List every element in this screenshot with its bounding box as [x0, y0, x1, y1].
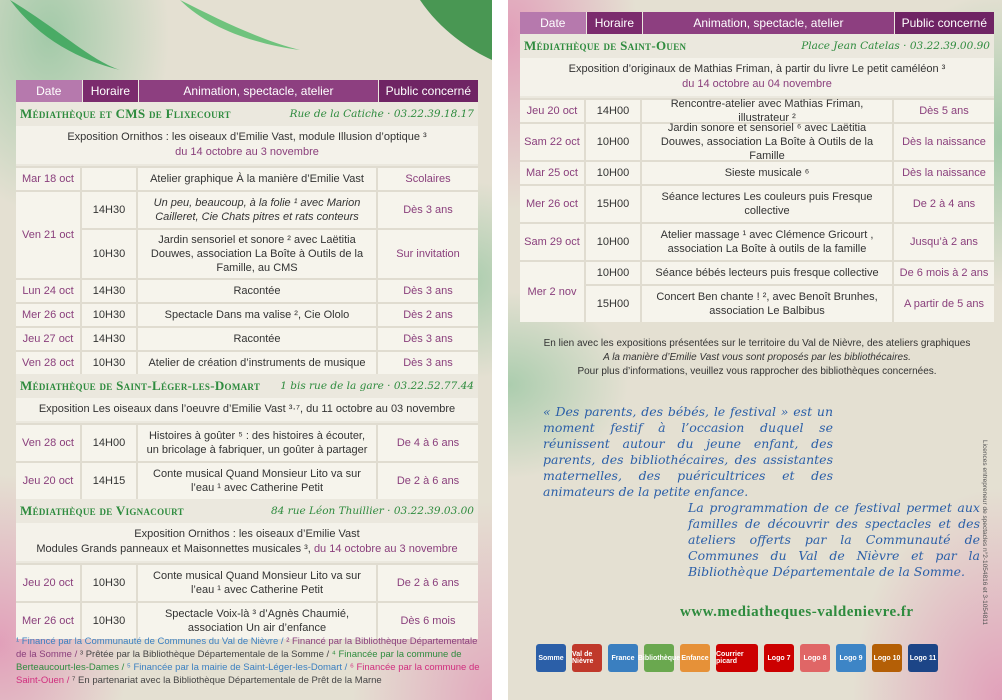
- logo-7: Logo 7: [764, 644, 794, 672]
- table-row-group: [16, 190, 478, 278]
- row-time: 14H30: [82, 280, 138, 302]
- row-time: 10H00: [586, 124, 642, 160]
- table-row: [16, 563, 478, 601]
- logo-enfance: Enfance: [680, 644, 710, 672]
- row-activity: Séance bébés lecteurs puis fresque collective: [642, 262, 894, 284]
- row-time: 14H30: [82, 192, 138, 228]
- table-row: [16, 166, 478, 190]
- logo-courrier-picard: Courrier picard: [716, 644, 758, 672]
- row-public: De 6 mois à 2 ans: [894, 262, 994, 284]
- footnote-7: ⁷ En partenariat avec la Bibliothèque Départementale de Prêt de la Marne: [71, 675, 382, 686]
- row-time: 14H30: [82, 328, 138, 350]
- footnote-4: ⁴ Financée par la commune de Berteaucourt-les-Dames /: [16, 649, 462, 673]
- row-date: Jeu 20 oct: [16, 463, 82, 499]
- row-time: 10H00: [586, 262, 642, 284]
- row-date: Jeu 20 oct: [520, 100, 586, 122]
- row-date: Sam 29 oct: [520, 224, 586, 260]
- venue-header: [16, 102, 478, 126]
- logo-9: Logo 9: [836, 644, 866, 672]
- header-animation: Animation, spectacle, atelier: [643, 12, 894, 34]
- table-row-group: [520, 260, 994, 322]
- row-time: 10H00: [586, 224, 642, 260]
- row-activity: Concert Ben chante ! ², avec Benoît Brunhes, association Le Balbibus: [642, 286, 894, 322]
- row-public: Dès 6 mois: [378, 603, 478, 639]
- footnotes: [16, 635, 482, 687]
- exhibition-dates: du 14 octobre au 04 novembre: [682, 78, 832, 90]
- table-row: [520, 222, 994, 260]
- row-date: Mer 26 oct: [520, 186, 586, 222]
- venue-name: Médiathèque de Saint-Ouen: [524, 38, 687, 53]
- row-date: Ven 28 oct: [16, 425, 82, 461]
- exhibition-modules: Modules Grands panneaux et Maisonnettes musicales ³,: [36, 543, 311, 555]
- venue-header: [16, 499, 478, 523]
- header-public: Public concerné: [379, 80, 478, 102]
- partner-logos: [536, 644, 938, 672]
- row-activity: Jardin sensoriel et sonore ² avec Laëtitia Douwes, association La Boîte à Outils de la Famille, au CMS: [138, 230, 378, 278]
- info-note: [520, 337, 994, 379]
- row-date: Ven 21 oct: [16, 192, 82, 278]
- header-animation: Animation, spectacle, atelier: [139, 80, 378, 102]
- footnote-2: ² Financé par la Bibliothèque Départementale de la Somme /: [16, 636, 478, 660]
- header-horaire: Horaire: [83, 80, 140, 102]
- table-row: [16, 350, 478, 374]
- exhibition-title: Exposition d’originaux de Mathias Friman, à partir du livre Le petit caméléon ³: [568, 63, 946, 75]
- row-activity: Rencontre-atelier avec Mathias Friman, illustrateur ²: [642, 100, 894, 122]
- header-date: Date: [520, 12, 587, 34]
- venue-name: Médiathèque de Saint-Léger-les-Domart: [20, 378, 261, 393]
- table-row: [16, 326, 478, 350]
- table-row: [82, 228, 478, 278]
- row-time: 15H00: [586, 286, 642, 322]
- footnote-3: ³ Prêtée par la Bibliothèque Départementale de la Somme /: [79, 649, 330, 660]
- row-public: De 2 à 4 ans: [894, 186, 994, 222]
- row-date: Mer 2 nov: [520, 262, 586, 322]
- table-row: [16, 461, 478, 499]
- footnote-5: ⁵ Financée par la mairie de Saint-Léger-les-Domart /: [126, 662, 348, 673]
- row-activity: Atelier de création d’instruments de musique: [138, 352, 378, 374]
- table-row: [82, 192, 478, 228]
- row-time: 14H15: [82, 463, 138, 499]
- schedule-table-right: [520, 12, 994, 322]
- row-time: 15H00: [586, 186, 642, 222]
- row-activity: Spectacle Dans ma valise ², Cie Ololo: [138, 304, 378, 326]
- logo-bibliotheque: Bibliothèque: [644, 644, 674, 672]
- exhibition-info: [520, 58, 994, 96]
- exhibition-dates: du 14 octobre au 3 novembre: [175, 146, 319, 158]
- header-public: Public concerné: [895, 12, 994, 34]
- row-public: Dès la naissance: [894, 162, 994, 184]
- row-public: Sur invitation: [378, 230, 478, 278]
- palm-leaf-decoration: [0, 0, 492, 80]
- row-time: [82, 168, 138, 190]
- venue-address: 84 rue Léon Thuillier · 03.22.39.03.00: [270, 505, 474, 517]
- note-line: Pour plus d’informations, veuillez vous rapprocher des bibliothèques concernées.: [577, 366, 937, 377]
- row-date: Mar 18 oct: [16, 168, 82, 190]
- row-activity: Atelier massage ¹ avec Clémence Gricourt , association La Boîte à outils de la famille: [642, 224, 894, 260]
- row-public: Jusqu’à 2 ans: [894, 224, 994, 260]
- row-date: Ven 28 oct: [16, 352, 82, 374]
- table-row: [586, 284, 994, 322]
- footnote-6: ⁶ Financée par la commune de Saint-Ouen /: [16, 662, 480, 686]
- table-row: [586, 262, 994, 284]
- logo-val-de-nievre: Val de Nièvre: [572, 644, 602, 672]
- header-date: Date: [16, 80, 83, 102]
- row-time: 14H00: [586, 100, 642, 122]
- exhibition-title: Exposition Les oiseaux dans l’oeuvre d’Emilie Vast ³·⁷, du 11 octobre au 03 novembre: [38, 403, 456, 415]
- row-public: Dès 2 ans: [378, 304, 478, 326]
- schedule-table-left: [16, 80, 478, 639]
- exhibition-title: Exposition Ornithos : les oiseaux d’Emilie Vast, module Illusion d’optique ³: [67, 131, 427, 143]
- exhibition-info: [16, 398, 478, 421]
- row-time: 10H30: [82, 304, 138, 326]
- table-row: [520, 160, 994, 184]
- row-public: Dès 3 ans: [378, 280, 478, 302]
- row-public: Dès la naissance: [894, 124, 994, 160]
- row-date: Mer 26 oct: [16, 603, 82, 639]
- note-line: En lien avec les expositions présentées sur le territoire du Val de Nièvre, des ateliers graphiques: [543, 338, 971, 349]
- row-public: Dès 5 ans: [894, 100, 994, 122]
- website-link[interactable]: www.mediatheques-valdenievre.fr: [680, 604, 914, 620]
- table-row: [16, 278, 478, 302]
- festival-description: La programmation de ce festival permet aux familles de découvrir des spectacles et des ateliers offerts par la Communauté de Communes du Val de Nièvre et par la Bibliothèque Départementale de la Somme.: [688, 500, 980, 579]
- row-time: 10H00: [586, 162, 642, 184]
- venue-header: [520, 34, 994, 58]
- row-time: 10H30: [82, 603, 138, 639]
- festival-quote: « Des parents, des bébés, le festival » est un moment festif à l’occasion duquel se réunissent autour du jeune enfant, des parents, des bibliothécaires, des assistantes maternelles, des puéricultrices et des animateurs de la petite enfance.: [543, 404, 833, 499]
- venue-name: Médiathèque de Vignacourt: [20, 503, 184, 518]
- header-horaire: Horaire: [587, 12, 644, 34]
- row-date: Jeu 20 oct: [16, 565, 82, 601]
- row-date: Jeu 27 oct: [16, 328, 82, 350]
- row-time: 14H00: [82, 425, 138, 461]
- table-row: [16, 302, 478, 326]
- table-header: [520, 12, 994, 34]
- row-activity: Sieste musicale ⁶: [642, 162, 894, 184]
- logo-somme: Somme: [536, 644, 566, 672]
- row-public: Dès 3 ans: [378, 328, 478, 350]
- row-activity: Jardin sonore et sensoriel ⁶ avec Laëtitia Douwes, association La Boîte à Outils de la Famille: [642, 124, 894, 160]
- row-public: De 4 à 6 ans: [378, 425, 478, 461]
- left-page: [0, 0, 492, 700]
- row-date: Mar 25 oct: [520, 162, 586, 184]
- row-date: Sam 22 oct: [520, 124, 586, 160]
- exhibition-info: [16, 126, 478, 164]
- table-row: [520, 122, 994, 160]
- row-date: Lun 24 oct: [16, 280, 82, 302]
- venue-name: Médiathèque et CMS de Flixecourt: [20, 106, 231, 121]
- venue-address: Rue de la Catiche · 03.22.39.18.17: [289, 108, 474, 120]
- row-activity: Histoires à goûter ⁵ : des histoires à écouter, un bricolage à fabriquer, un goûter à partager: [138, 425, 378, 461]
- license-text: Licences entrepreneur de spectacles n°2-1054816 et 3-1054811: [981, 440, 988, 625]
- note-line: A la manière d’Emilie Vast vous sont proposés par les bibliothécaires.: [603, 352, 911, 363]
- logo-10: Logo 10: [872, 644, 902, 672]
- row-activity: Séance lectures Les couleurs puis Fresque collective: [642, 186, 894, 222]
- row-activity: Racontée: [138, 328, 378, 350]
- table-row: [16, 601, 478, 639]
- venue-address: Place Jean Catelas · 03.22.39.00.90: [801, 40, 990, 52]
- row-public: Scolaires: [378, 168, 478, 190]
- row-public: De 2 à 6 ans: [378, 565, 478, 601]
- row-public: De 2 à 6 ans: [378, 463, 478, 499]
- table-header: [16, 80, 478, 102]
- logo-france: France: [608, 644, 638, 672]
- row-activity: Un peu, beaucoup, à la folie ¹ avec Marion Cailleret, Cie Chats pitres et rats conteurs: [138, 192, 378, 228]
- logo-8: Logo 8: [800, 644, 830, 672]
- row-activity: Racontée: [138, 280, 378, 302]
- footnote-1: ¹ Financé par la Communauté de Communes du Val de Nièvre /: [16, 636, 284, 647]
- row-date: Mer 26 oct: [16, 304, 82, 326]
- row-activity: Spectacle Voix-là ³ d’Agnès Chaumié, association Un air d’enfance: [138, 603, 378, 639]
- exhibition-info: [16, 523, 478, 561]
- right-page: [508, 0, 1002, 700]
- table-row: [520, 184, 994, 222]
- row-time: 10H30: [82, 352, 138, 374]
- venue-header: [16, 374, 478, 398]
- row-public: A partir de 5 ans: [894, 286, 994, 322]
- row-time: 10H30: [82, 230, 138, 278]
- logo-11: Logo 11: [908, 644, 938, 672]
- venue-address: 1 bis rue de la gare · 03.22.52.77.44: [280, 380, 474, 392]
- row-activity: Conte musical Quand Monsieur Lito va sur l’eau ¹ avec Catherine Petit: [138, 463, 378, 499]
- row-public: Dès 3 ans: [378, 192, 478, 228]
- table-row: [16, 423, 478, 461]
- row-activity: Conte musical Quand Monsieur Lito va sur l’eau ¹ avec Catherine Petit: [138, 565, 378, 601]
- exhibition-title: Exposition Ornithos : les oiseaux d’Emilie Vast: [134, 528, 360, 540]
- exhibition-dates: du 14 octobre au 3 novembre: [313, 543, 458, 555]
- row-public: Dès 3 ans: [378, 352, 478, 374]
- row-activity: Atelier graphique À la manière d’Emilie Vast: [138, 168, 378, 190]
- row-time: 10H30: [82, 565, 138, 601]
- table-row: [520, 98, 994, 122]
